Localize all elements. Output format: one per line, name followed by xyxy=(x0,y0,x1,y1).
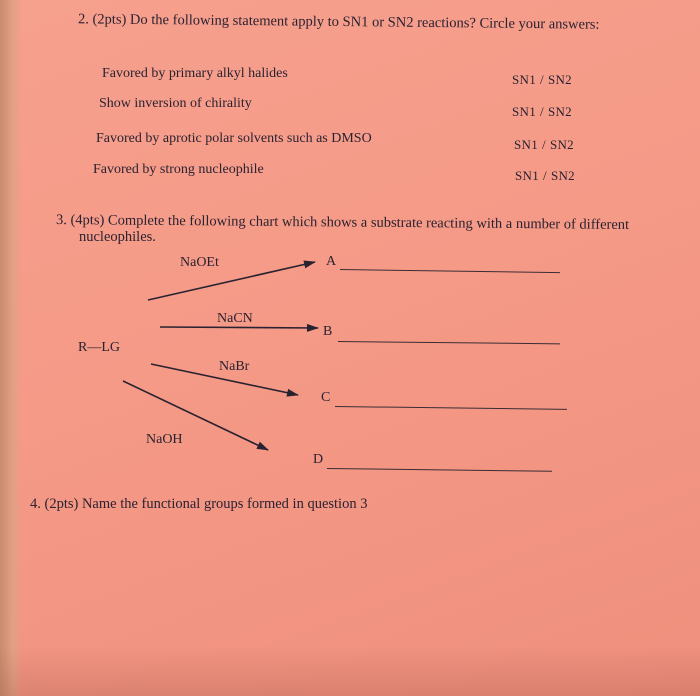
q2-answer-2[interactable]: SN1 / SN2 xyxy=(512,104,572,119)
q2-answer-2-sn1[interactable]: SN1 xyxy=(512,104,537,119)
arrow-to-d xyxy=(123,381,268,450)
reagent-nacn: NaCN xyxy=(217,311,253,326)
q2-answer-1-sn2[interactable]: SN2 xyxy=(547,72,572,87)
q2-answer-1[interactable]: SN1 / SN2 xyxy=(512,72,572,87)
q3-number: 3. xyxy=(55,212,67,229)
arrow-to-c xyxy=(151,364,298,395)
q2-answer-2-sn2[interactable]: SN2 xyxy=(547,104,572,119)
q2-answer-4[interactable]: SN1 / SN2 xyxy=(515,168,575,183)
q2-number: 2. xyxy=(77,11,89,28)
q4-heading xyxy=(30,496,367,513)
q2-answer-1-sn1[interactable]: SN1 xyxy=(512,72,537,87)
q2-answer-4-sn1[interactable]: SN1 xyxy=(515,168,540,183)
q2-answer-4-sn2[interactable]: SN2 xyxy=(550,168,575,183)
product-a-label: A xyxy=(326,254,337,269)
q2-answer-3-sn2[interactable]: SN2 xyxy=(549,137,574,152)
q2-text: (2pts) Do the following statement apply to SN1 or SN2 reactions? Circle your answers: xyxy=(92,11,600,33)
q2-statement-3: Favored by aprotic polar solvents such as DMSO xyxy=(96,131,372,146)
q4-text: (2pts) Name the functional groups formed in question 3 xyxy=(44,496,368,512)
reagent-naoh: NaOH xyxy=(146,432,183,447)
q4-number: 4. xyxy=(30,496,41,512)
q2-statement-2: Show inversion of chirality xyxy=(99,96,252,111)
product-b-label: B xyxy=(323,324,333,339)
substrate-label: R—LG xyxy=(78,340,120,355)
q2-statement-4: Favored by strong nucleophile xyxy=(93,162,264,177)
q3-text-line1: (4pts) Complete the following chart which shows a substrate reacting with a number of different xyxy=(70,212,630,234)
q2-statement-1: Favored by primary alkyl halides xyxy=(102,66,288,81)
q2-answer-3-sn1[interactable]: SN1 xyxy=(514,137,539,152)
arrow-to-a xyxy=(148,262,315,300)
reagent-naoet: NaOEt xyxy=(180,255,219,270)
product-d-label: D xyxy=(313,452,324,467)
product-c-label: C xyxy=(321,390,331,405)
q3-text-line2: nucleophiles. xyxy=(79,229,156,245)
q2-answer-3[interactable]: SN1 / SN2 xyxy=(514,137,574,152)
reagent-nabr: NaBr xyxy=(219,359,250,374)
arrow-to-b xyxy=(160,327,318,328)
